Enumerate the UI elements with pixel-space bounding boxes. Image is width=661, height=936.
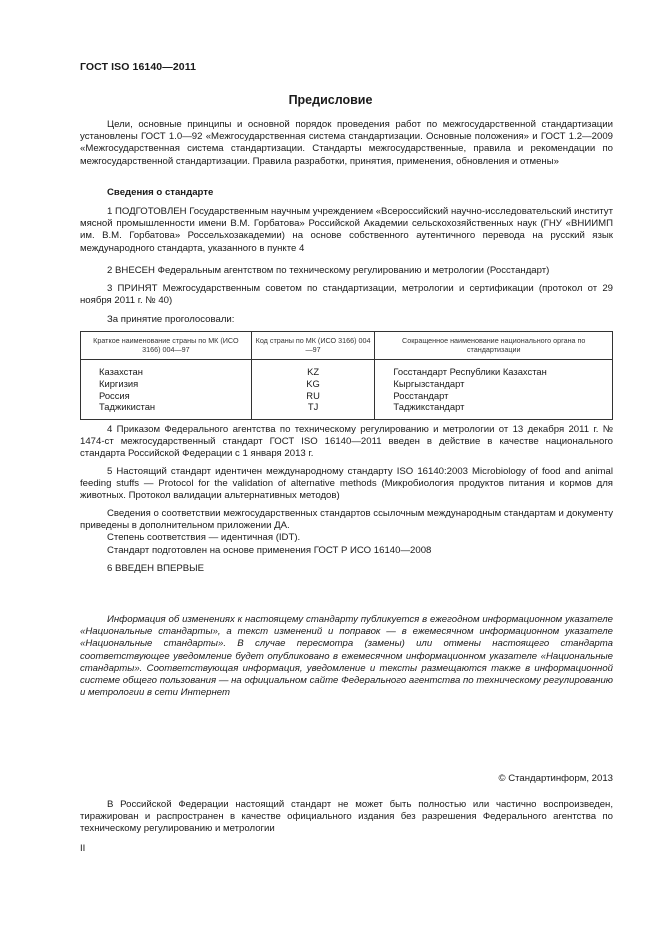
table-row <box>81 360 613 378</box>
item-5-paragraph <box>80 466 613 503</box>
section-title: Сведения о стандарте <box>107 187 214 198</box>
item-1-text: 1 ПОДГОТОВЛЕН Государственным научным учреждением «Всероссийский научно-исследовательский институт мясной промышленности имени В.М. Горбатова» Российской Академии сельскохозяйственных наук (ГНУ «ВНИИМП им. В.М. Горбатова» Россельхозакадемии) на основе собственного аутентичного перевода на русский язык международного стандарта, указанного в пункте 4 <box>80 206 613 254</box>
table-header-country: Краткое наименование страны по МК (ИСО 3166) 004—97 <box>81 332 252 360</box>
table-cell-code: KG <box>251 378 375 390</box>
table-cell-code: TJ <box>251 401 375 419</box>
item-4-paragraph <box>80 424 613 461</box>
item-2-paragraph <box>80 265 613 277</box>
table-cell-country: Россия <box>81 390 252 402</box>
table-cell-body: Росстандарт <box>375 390 613 402</box>
table-header-row <box>81 332 613 360</box>
item-2-text: 2 ВНЕСЕН Федеральным агентством по техническому регулированию и метрологии (Росстандарт) <box>107 265 550 276</box>
copyright-line: © Стандартинформ, 2013 <box>498 773 613 784</box>
item-5b-text: Степень соответствия — идентичная (IDT). <box>107 532 301 543</box>
item-6-text: 6 ВВЕДЕН ВПЕРВЫЕ <box>107 563 205 574</box>
item-5a-paragraph <box>80 508 613 532</box>
rights-text: В Российской Федерации настоящий стандарт не может быть полностью или частично воспроизведен, тиражирован и распространен в качестве официального издания без разрешения Федерального агентства по техническому регулированию и метрологии <box>80 799 613 835</box>
table-cell-country: Киргизия <box>81 378 252 390</box>
item-3-text: 3 ПРИНЯТ Межгосударственным советом по стандартизации, метрологии и сертификации (протокол от 29 ноября 2011 г. № 40) <box>80 283 613 307</box>
item-3-paragraph <box>80 283 613 307</box>
voted-label: За принятие проголосовали: <box>107 314 235 325</box>
table-cell-code: KZ <box>251 360 375 378</box>
table-cell-country: Таджикистан <box>81 401 252 419</box>
table-row <box>81 390 613 402</box>
page-title: Предисловие <box>288 93 373 107</box>
rights-paragraph <box>80 799 613 836</box>
document-code-header: ГОСТ ISO 16140—2011 <box>80 61 197 73</box>
item-5c-paragraph <box>80 545 613 557</box>
intro-paragraph <box>80 119 613 168</box>
table-cell-country: Казахстан <box>81 360 252 378</box>
table-cell-body: Госстандарт Республики Казахстан <box>375 360 613 378</box>
item-5a-text: Сведения о соответствии межгосударственных стандартов ссылочным международным стандартам и документу приведены в дополнительном приложении ДА. <box>80 508 613 532</box>
table-header-code: Код страны по МК (ИСО 3166) 004—97 <box>251 332 375 360</box>
item-5c-text: Стандарт подготовлен на основе применения ГОСТ Р ИСО 16140—2008 <box>107 545 432 556</box>
item-5-text: 5 Настоящий стандарт идентичен международному стандарту ISO 16140:2003 Microbiology of food and animal feeding stuffs — Protocol for the validation of alternative methods (Микробиология продуктов питания и кормов для животных. Протокол валидации альтернативных методов) <box>80 466 613 502</box>
item-1-paragraph <box>80 206 613 255</box>
voting-table <box>80 331 613 420</box>
item-6-paragraph <box>80 563 613 575</box>
table-header-body: Сокращенное наименование национального органа по стандартизации <box>375 332 613 360</box>
item-5b-paragraph <box>80 532 613 544</box>
table-row <box>81 378 613 390</box>
item-4-text: 4 Приказом Федерального агентства по техническому регулированию и метрологии от 13 декабря 2011 г. № 1474-ст межгосударственный стандарт ГОСТ ISO 16140—2011 введен в действие в качестве национального стандарта Российской Федерации с 1 января 2013 г. <box>80 424 613 460</box>
table-cell-body: Кыргызстандарт <box>375 378 613 390</box>
table-cell-body: Таджикстандарт <box>375 401 613 419</box>
info-text: Информация об изменениях к настоящему стандарту публикуется в ежегодном информационном указателе «Национальные стандарты», а текст изменений и поправок — в ежемесячном информационном указателе «Национальные стандарты». В случае пересмотра (замены) или отмены настоящего стандарта соответствующее уведомление будет опубликовано в ежемесячном информационном указателе «Национальные стандарты». Соответствующая информация, уведомление и тексты размещаются также в информационной системе общего пользования — на официальном сайте Федерального агентства по техническому регулированию и метрологии в сети Интернет <box>80 614 613 699</box>
table-cell-code: RU <box>251 390 375 402</box>
voted-label-paragraph <box>80 314 613 326</box>
page-number: II <box>80 843 86 854</box>
intro-text: Цели, основные принципы и основной порядок проведения работ по межгосударственной стандартизации установлены ГОСТ 1.0—92 «Межгосударственная система стандартизации. Основные положения» и ГОСТ 1.2—2009 «Межгосударственная система стандартизации. Стандарты межгосударственные, правила и рекомендации по межгосударственной стандартизации. Правила разработки, принятия, применения, обновления и отмены» <box>80 119 613 167</box>
info-paragraph <box>80 614 613 699</box>
table-row <box>81 401 613 419</box>
